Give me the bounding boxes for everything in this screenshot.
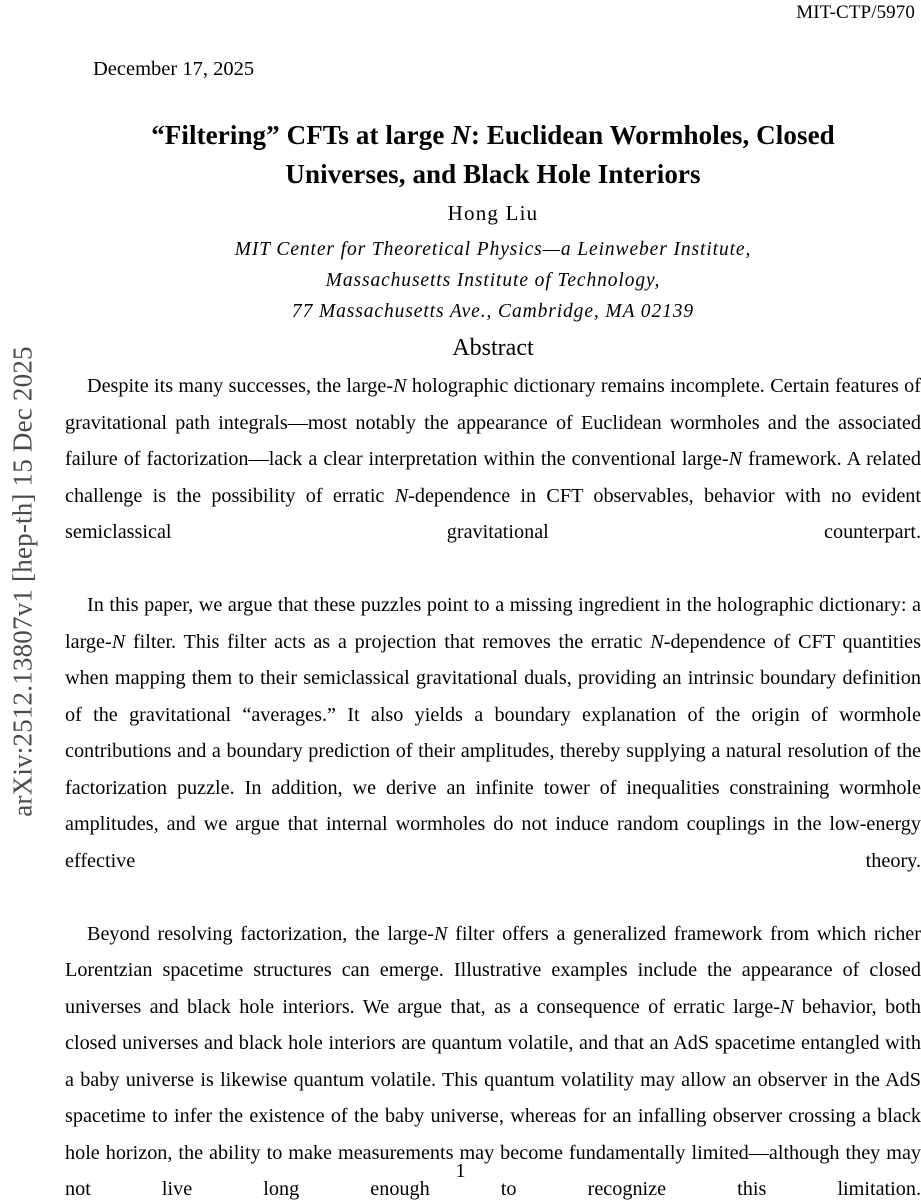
abstract-body	[65, 368, 921, 1200]
abstract-text-run: framework. A related challenge is the possibility of erratic	[65, 448, 921, 507]
math-variable: N	[434, 922, 448, 945]
abstract-paragraph	[65, 587, 921, 916]
title-line-1-math: N	[451, 120, 471, 151]
affiliation-line-2: Massachusetts Institute of Technology,	[325, 270, 661, 291]
math-variable: N	[728, 448, 743, 470]
abstract-text-run: filter offers a generalized framework from which richer Lorentzian spacetime structures can emerge. Illustrative examples include the appearance of closed universes and black hole interiors. We argue that, as a consequence of erratic large-	[65, 922, 921, 1018]
title-line-2: Universes, and Black Hole Interiors	[285, 159, 701, 190]
date-line: December 17, 2025	[93, 58, 255, 80]
abstract-text-run: Despite its many successes, the large-	[87, 375, 394, 397]
title-line-1-before: “Filtering” CFTs at large	[151, 120, 452, 151]
math-variable: N	[780, 995, 794, 1018]
affiliation-block	[65, 234, 921, 327]
arxiv-stamp-text: arXiv:2512.13807v1 [hep-th] 15 Dec 2025	[7, 345, 38, 817]
abstract-paragraph	[65, 368, 921, 587]
affiliation-line-1: MIT Center for Theoretical Physics—a Leinweber Institute,	[234, 239, 752, 260]
math-variable: N	[650, 630, 664, 653]
page-number: 1	[455, 1160, 466, 1182]
abstract-text-run: filter. This filter acts as a projection that removes the erratic	[125, 630, 651, 653]
title-line-1-after: : Euclidean Wormholes, Closed	[470, 120, 835, 151]
preprint-number: MIT-CTP/5970	[796, 2, 915, 23]
abstract-text-run: In this paper, we argue that these puzzles point to a missing ingredient in the holographic dictionary: a large-	[65, 594, 921, 653]
abstract-text-run: Beyond resolving factorization, the large-	[87, 922, 435, 945]
abstract-paragraph	[65, 916, 921, 1200]
arxiv-stamp	[0, 0, 46, 1200]
math-variable: N	[393, 375, 407, 397]
math-variable: N	[394, 484, 409, 507]
abstract-text-run: holographic dictionary remains incomplete. Certain features of gravitational path integrals—most notably the appearance of Euclidean wormholes and the associated failure of factorization—lack a clear interpretation within the conventional large-	[65, 375, 921, 470]
abstract-heading: Abstract	[452, 335, 534, 361]
title-line-1	[151, 120, 835, 150]
abstract-text-run: behavior, both closed universes and black hole interiors are quantum volatile, and that an AdS spacetime entangled with a baby universe is likewise quantum volatile. This quantum volatility may allow an observer in the AdS spacetime to infer the existence of the baby universe, whereas for an infalling observer crossing a black hole horizon, the ability to make measurements may become fundamentally limited—although they may not live long enough to recognize this limitation.	[65, 995, 921, 1200]
math-variable: N	[111, 630, 126, 653]
author-name: Hong Liu	[447, 201, 539, 225]
abstract-text-run: -dependence in CFT observables, behavior with no evident semiclassical gravitational counterpart.	[65, 484, 921, 543]
abstract-text-run: -dependence of CFT quantities when mapping them to their semiclassical gravitational duals, providing an intrinsic boundary definition of the gravitational “averages.” It also yields a boundary explanation of the origin of wormhole contributions and a boundary prediction of their amplitudes, thereby supplying a natural resolution of the factorization puzzle. In addition, we derive an infinite tower of inequalities constraining wormhole amplitudes, and we argue that internal wormholes do not induce random couplings in the low-energy effective theory.	[65, 630, 921, 872]
affiliation-line-3: 77 Massachusetts Ave., Cambridge, MA 02139	[291, 301, 695, 322]
page-title	[65, 116, 921, 194]
